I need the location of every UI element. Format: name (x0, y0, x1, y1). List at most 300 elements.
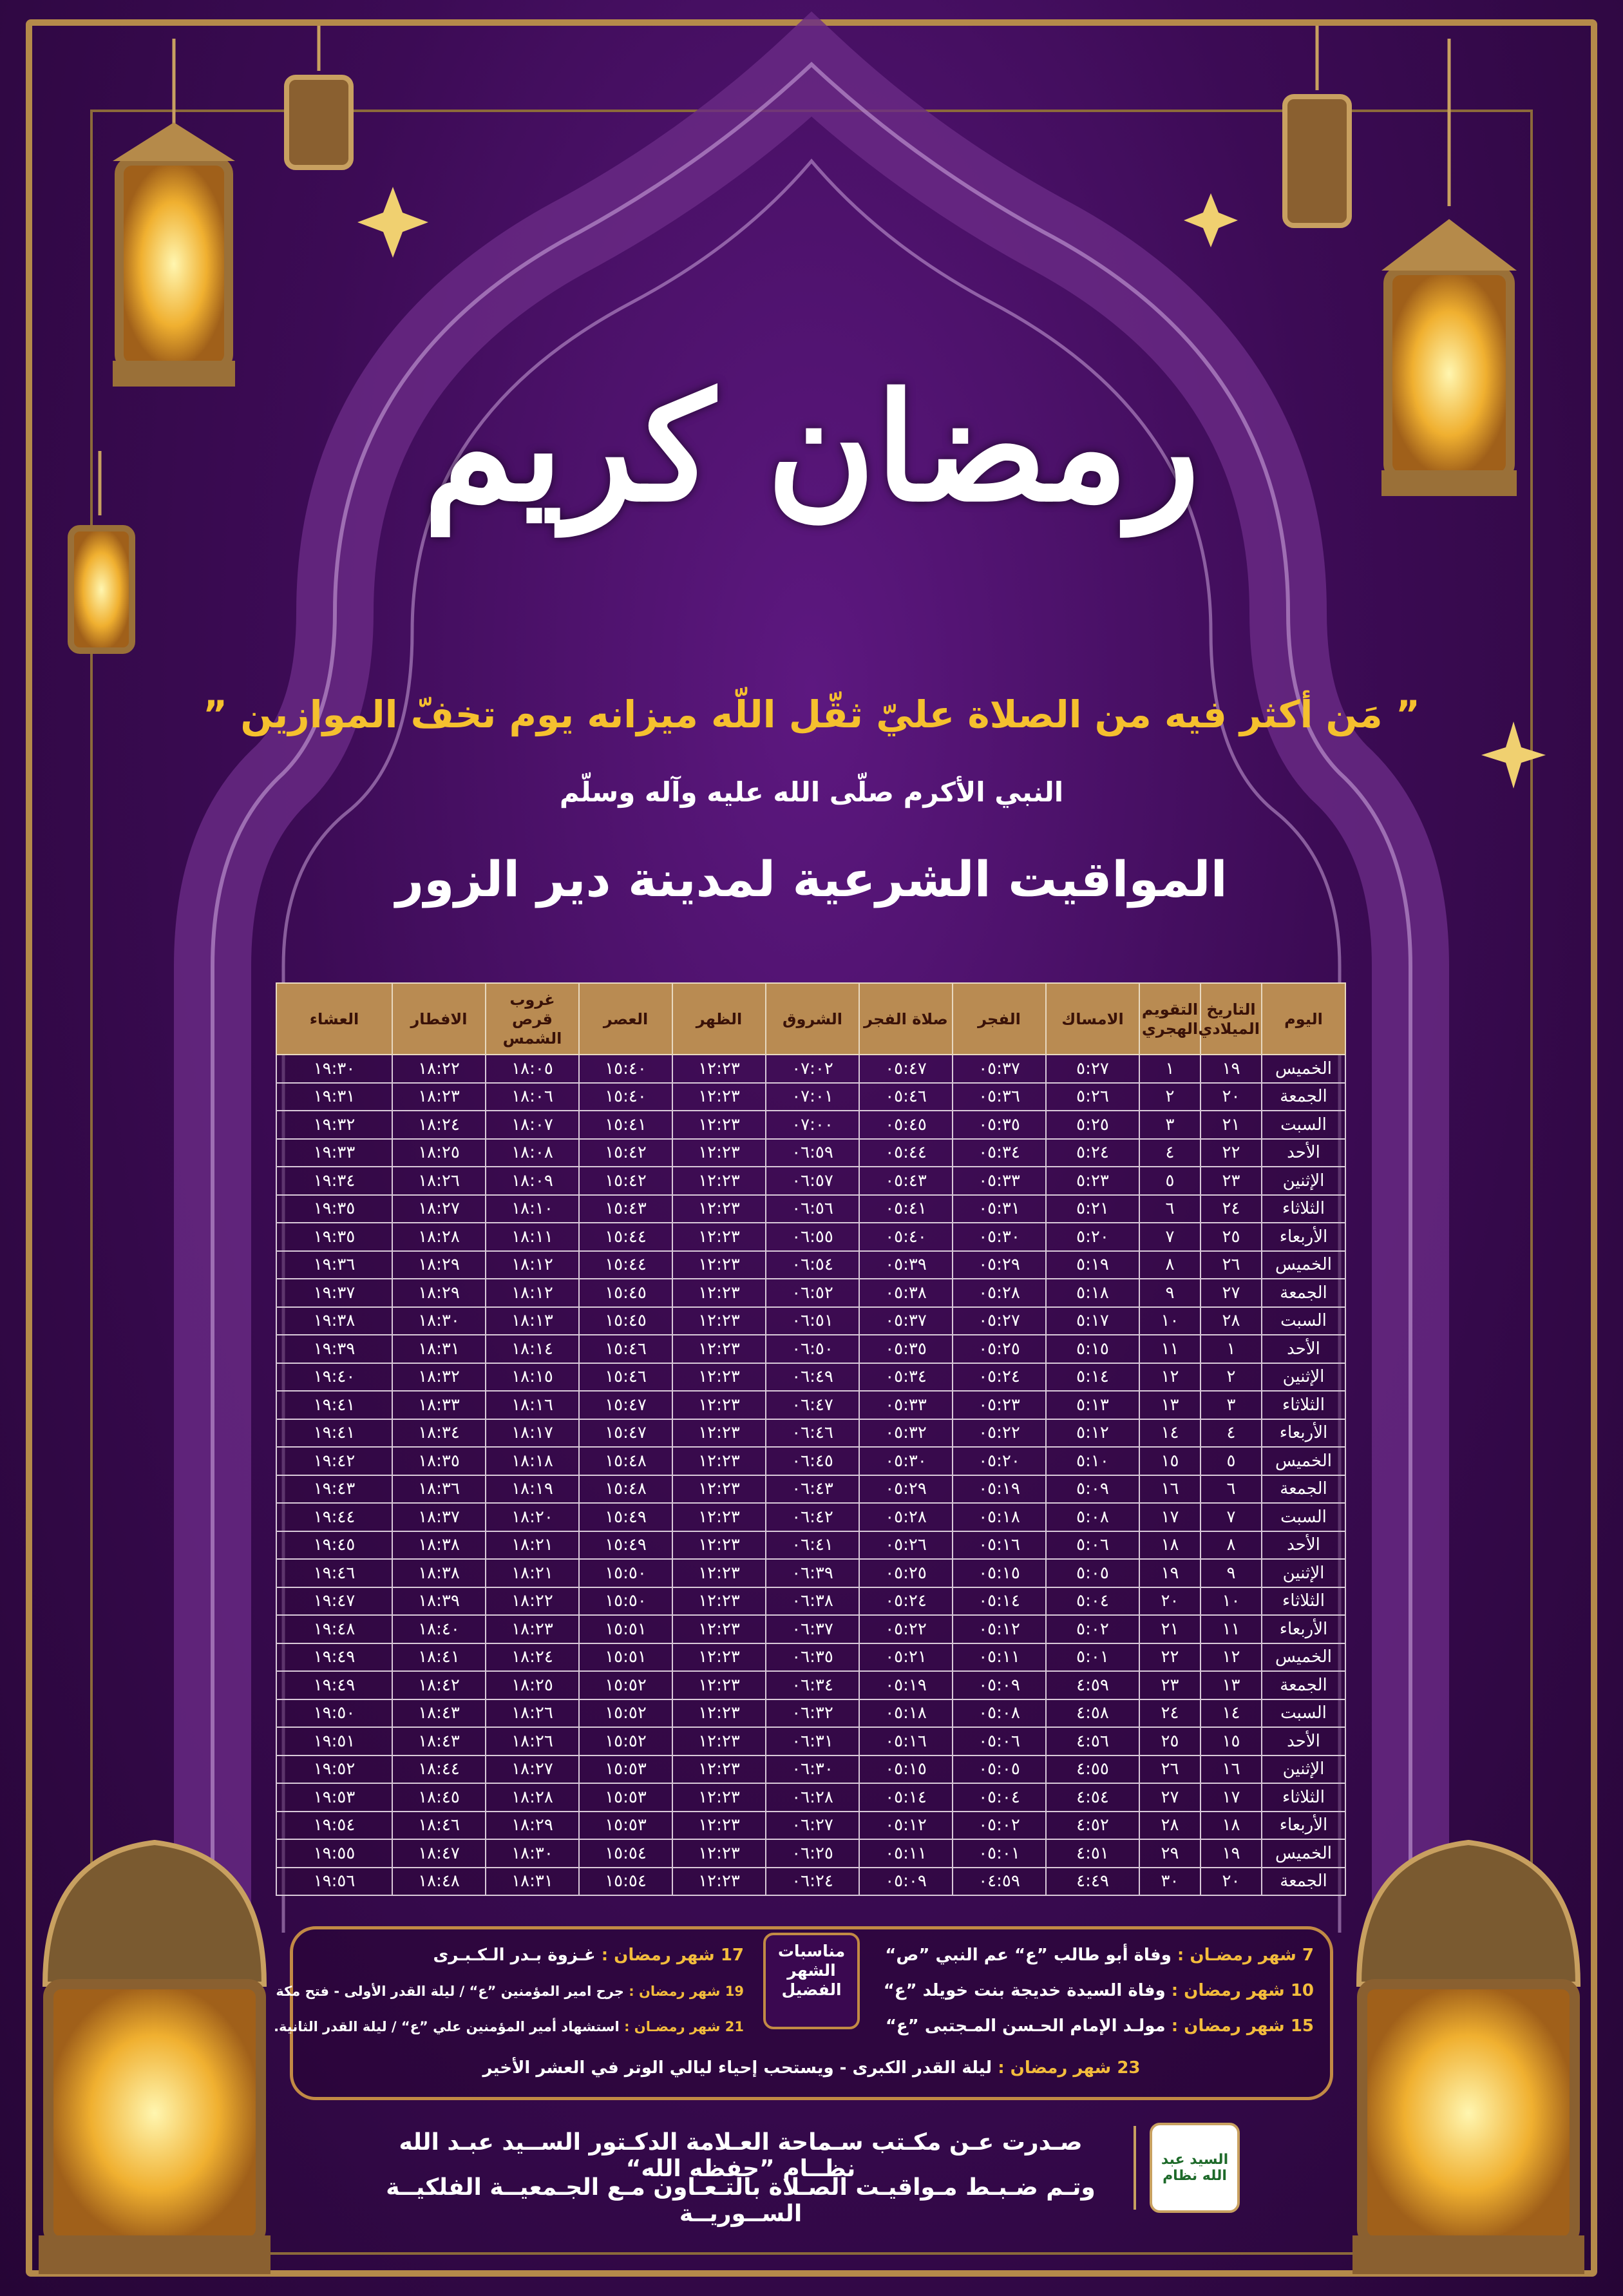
cell-fajr-prayer: ٠٥:٣٨ (859, 1279, 953, 1307)
cell-dhuhr: ١٢:٢٣ (672, 1335, 766, 1363)
cell-sunrise: ٠٦:٣٧ (766, 1615, 859, 1643)
cell-fajr: ٠٥:٣٠ (953, 1223, 1046, 1251)
cell-iftar: ١٨:٢٨ (392, 1223, 486, 1251)
cell-fajr-prayer: ٠٥:٠٩ (859, 1868, 953, 1896)
cell-imsak: ٥:٢٣ (1046, 1167, 1139, 1195)
cell-sunset: ١٨:١٦ (486, 1391, 579, 1419)
cell-imsak: ٥:٠١ (1046, 1643, 1139, 1672)
cell-asr: ١٥:٤٢ (579, 1167, 672, 1195)
cell-imsak: ٥:٢٧ (1046, 1055, 1139, 1083)
cell-iftar: ١٨:٢٩ (392, 1251, 486, 1279)
cell-imsak: ٥:٢٥ (1046, 1111, 1139, 1139)
cell-fajr-prayer: ٠٥:٣٣ (859, 1391, 953, 1419)
cell-day: الأربعاء (1262, 1223, 1345, 1251)
cell-fajr-prayer: ٠٥:١٦ (859, 1727, 953, 1755)
cell-iftar: ١٨:٣٨ (392, 1559, 486, 1587)
cell-asr: ١٥:٤٥ (579, 1307, 672, 1335)
cell-isha: ١٩:٤٥ (276, 1531, 392, 1560)
cell-imsak: ٥:٠٦ (1046, 1531, 1139, 1560)
cell-dhuhr: ١٢:٢٣ (672, 1587, 766, 1616)
table-row (276, 1531, 1345, 1560)
cell-isha: ١٩:٣٠ (276, 1055, 392, 1083)
cell-gregorian: ٢٠ (1201, 1868, 1262, 1896)
cell-fajr-prayer: ٠٥:٢١ (859, 1643, 953, 1672)
cell-dhuhr: ١٢:٢٣ (672, 1363, 766, 1392)
cell-sunset: ١٨:٣١ (486, 1868, 579, 1896)
cell-fajr-prayer: ٠٥:٤٠ (859, 1223, 953, 1251)
cell-hijri: ١٧ (1139, 1503, 1201, 1531)
cell-hijri: ١٦ (1139, 1475, 1201, 1504)
cell-day: الأربعاء (1262, 1615, 1345, 1643)
cell-day: الأحد (1262, 1727, 1345, 1755)
cell-iftar: ١٨:٣٦ (392, 1475, 486, 1504)
cell-dhuhr: ١٢:٢٣ (672, 1839, 766, 1868)
cell-dhuhr: ١٢:٢٣ (672, 1391, 766, 1419)
cell-fajr-prayer: ٠٥:٢٢ (859, 1615, 953, 1643)
cell-gregorian: ٥ (1201, 1447, 1262, 1475)
cell-imsak: ٥:١٥ (1046, 1335, 1139, 1363)
cell-dhuhr: ١٢:٢٣ (672, 1755, 766, 1784)
cell-dhuhr: ١٢:٢٣ (672, 1783, 766, 1812)
cell-day: الثلاثاء (1262, 1391, 1345, 1419)
cell-sunrise: ٠٦:٤٢ (766, 1503, 859, 1531)
cell-asr: ١٥:٥٢ (579, 1727, 672, 1755)
cell-isha: ١٩:٥٥ (276, 1839, 392, 1868)
cell-iftar: ١٨:٤٣ (392, 1727, 486, 1755)
cell-asr: ١٥:٤٩ (579, 1503, 672, 1531)
cell-iftar: ١٨:٤٧ (392, 1839, 486, 1868)
cell-fajr: ٠٥:٣٥ (953, 1111, 1046, 1139)
cell-isha: ١٩:٥٤ (276, 1812, 392, 1840)
cell-sunrise: ٠٧:٠٢ (766, 1055, 859, 1083)
cell-dhuhr: ١٢:٢٣ (672, 1475, 766, 1504)
cell-imsak: ٥:١٧ (1046, 1307, 1139, 1335)
cell-hijri: ١٥ (1139, 1447, 1201, 1475)
cell-gregorian: ٨ (1201, 1531, 1262, 1560)
cell-imsak: ٥:١٤ (1046, 1363, 1139, 1392)
cell-fajr-prayer: ٠٥:٣٠ (859, 1447, 953, 1475)
cell-isha: ١٩:٥١ (276, 1727, 392, 1755)
cell-sunset: ١٨:٠٧ (486, 1111, 579, 1139)
cell-day: الجمعة (1262, 1475, 1345, 1504)
cell-imsak: ٥:١٣ (1046, 1391, 1139, 1419)
cell-day: الثلاثاء (1262, 1783, 1345, 1812)
cell-iftar: ١٨:٤٦ (392, 1812, 486, 1840)
cell-sunset: ١٨:١٢ (486, 1279, 579, 1307)
cell-gregorian: ١٠ (1201, 1587, 1262, 1616)
cell-fajr: ٠٥:١٦ (953, 1531, 1046, 1560)
cell-day: الإثنين (1262, 1167, 1345, 1195)
cell-fajr: ٠٥:٢٠ (953, 1447, 1046, 1475)
cell-sunrise: ٠٦:٢٨ (766, 1783, 859, 1812)
col-header-asr: العصر (579, 983, 672, 1055)
cell-dhuhr: ١٢:٢٣ (672, 1111, 766, 1139)
cell-iftar: ١٨:٤٤ (392, 1755, 486, 1784)
event-date: 10 شهر رمضان : (1171, 1981, 1314, 2000)
cell-iftar: ١٨:٢٣ (392, 1083, 486, 1111)
cell-fajr-prayer: ٠٥:١٤ (859, 1783, 953, 1812)
cell-dhuhr: ١٢:٢٣ (672, 1699, 766, 1728)
cell-asr: ١٥:٥٢ (579, 1671, 672, 1699)
cell-sunset: ١٨:١٢ (486, 1251, 579, 1279)
event-item (886, 2016, 1314, 2036)
cell-dhuhr: ١٢:٢٣ (672, 1503, 766, 1531)
cell-isha: ١٩:٤٩ (276, 1671, 392, 1699)
cell-hijri: ١٠ (1139, 1307, 1201, 1335)
cell-sunrise: ٠٧:٠١ (766, 1083, 859, 1111)
cell-day: الأربعاء (1262, 1419, 1345, 1448)
cell-gregorian: ٢٤ (1201, 1195, 1262, 1223)
cell-sunset: ١٨:٠٦ (486, 1083, 579, 1111)
cell-hijri: ٨ (1139, 1251, 1201, 1279)
cell-dhuhr: ١٢:٢٣ (672, 1643, 766, 1672)
cell-sunrise: ٠٦:٥١ (766, 1307, 859, 1335)
cell-gregorian: ٢٦ (1201, 1251, 1262, 1279)
cell-fajr-prayer: ٠٥:٢٩ (859, 1475, 953, 1504)
event-text: وفاة السيدة خديجة بنت خويلد ”ع“ (883, 1981, 1172, 2000)
cell-isha: ١٩:٥٣ (276, 1783, 392, 1812)
cell-sunset: ١٨:٢٤ (486, 1643, 579, 1672)
cell-dhuhr: ١٢:٢٣ (672, 1419, 766, 1448)
cell-asr: ١٥:٤٨ (579, 1475, 672, 1504)
cell-hijri: ١٢ (1139, 1363, 1201, 1392)
cell-sunrise: ٠٦:٤١ (766, 1531, 859, 1560)
cell-isha: ١٩:٣٢ (276, 1111, 392, 1139)
cell-isha: ١٩:٤٩ (276, 1643, 392, 1672)
col-header-isha: العشاء (276, 983, 392, 1055)
cell-iftar: ١٨:٢٤ (392, 1111, 486, 1139)
cell-sunrise: ٠٦:٤٦ (766, 1419, 859, 1448)
cell-day: الأحد (1262, 1139, 1345, 1167)
cell-isha: ١٩:٤١ (276, 1391, 392, 1419)
footer-line-1: صـدرت عـن مكـتب سـماحة العـلامة الدكـتور الســيد عبـد الله نظــام ”حفظه الله“ (399, 2129, 1083, 2182)
cell-dhuhr: ١٢:٢٣ (672, 1727, 766, 1755)
event-text: جرح امير المؤمنين ”ع“ / ليلة القدر الأولى - فتح مكة (276, 1984, 629, 1999)
cell-sunrise: ٠٦:٥٠ (766, 1335, 859, 1363)
cell-asr: ١٥:٤٦ (579, 1335, 672, 1363)
cell-hijri: ٢٤ (1139, 1699, 1201, 1728)
cell-iftar: ١٨:٤٥ (392, 1783, 486, 1812)
cell-asr: ١٥:٤٤ (579, 1223, 672, 1251)
cell-sunrise: ٠٦:٥٢ (766, 1279, 859, 1307)
cell-dhuhr: ١٢:٢٣ (672, 1615, 766, 1643)
cell-isha: ١٩:٤١ (276, 1419, 392, 1448)
cell-asr: ١٥:٤٧ (579, 1391, 672, 1419)
table-row (276, 1699, 1345, 1728)
cell-day: الخميس (1262, 1447, 1345, 1475)
cell-sunset: ١٨:٣٠ (486, 1839, 579, 1868)
cell-sunset: ١٨:٠٩ (486, 1167, 579, 1195)
cell-dhuhr: ١٢:٢٣ (672, 1279, 766, 1307)
event-item (276, 1984, 744, 1999)
cell-dhuhr: ١٢:٢٣ (672, 1559, 766, 1587)
cell-imsak: ٥:٠٩ (1046, 1475, 1139, 1504)
event-date: 17 شهر رمضان : (601, 1946, 744, 1965)
cell-asr: ١٥:٥٣ (579, 1812, 672, 1840)
cell-dhuhr: ١٢:٢٣ (672, 1307, 766, 1335)
cell-dhuhr: ١٢:٢٣ (672, 1167, 766, 1195)
table-row (276, 1307, 1345, 1335)
table-row (276, 1419, 1345, 1448)
cell-iftar: ١٨:٣٨ (392, 1531, 486, 1560)
cell-sunrise: ٠٧:٠٠ (766, 1111, 859, 1139)
cell-day: الخميس (1262, 1055, 1345, 1083)
cell-isha: ١٩:٣٤ (276, 1167, 392, 1195)
col-header-imsak: الامساك (1046, 983, 1139, 1055)
cell-asr: ١٥:٥٢ (579, 1699, 672, 1728)
cell-fajr: ٠٥:٠٦ (953, 1727, 1046, 1755)
cell-fajr: ٠٥:٢٣ (953, 1391, 1046, 1419)
cell-fajr-prayer: ٠٥:٤٤ (859, 1139, 953, 1167)
cell-gregorian: ٢٠ (1201, 1083, 1262, 1111)
cell-asr: ١٥:٤٣ (579, 1195, 672, 1223)
cell-fajr-prayer: ٠٥:٤٦ (859, 1083, 953, 1111)
event-date: 15 شهر رمضان : (1171, 2016, 1314, 2036)
cell-dhuhr: ١٢:٢٣ (672, 1671, 766, 1699)
cell-sunset: ١٨:٢٢ (486, 1587, 579, 1616)
cell-day: الجمعة (1262, 1279, 1345, 1307)
cell-day: الجمعة (1262, 1868, 1345, 1896)
event-item (274, 2019, 744, 2034)
cell-iftar: ١٨:٣٠ (392, 1307, 486, 1335)
cell-fajr: ٠٥:٠٩ (953, 1671, 1046, 1699)
cell-sunset: ١٨:٢٦ (486, 1699, 579, 1728)
cell-sunrise: ٠٦:٣١ (766, 1727, 859, 1755)
cell-hijri: ١٣ (1139, 1391, 1201, 1419)
cell-dhuhr: ١٢:٢٣ (672, 1055, 766, 1083)
cell-sunset: ١٨:٠٥ (486, 1055, 579, 1083)
cell-day: الأحد (1262, 1531, 1345, 1560)
cell-fajr: ٠٥:١١ (953, 1643, 1046, 1672)
cell-fajr: ٠٥:٠٨ (953, 1699, 1046, 1728)
cell-sunset: ١٨:٢١ (486, 1559, 579, 1587)
cell-day: الإثنين (1262, 1755, 1345, 1784)
cell-sunrise: ٠٦:٤٣ (766, 1475, 859, 1504)
event-item (433, 1946, 745, 1965)
cell-sunset: ١٨:١٩ (486, 1475, 579, 1504)
cell-fajr: ٠٥:١٨ (953, 1503, 1046, 1531)
cell-isha: ١٩:٥٢ (276, 1755, 392, 1784)
cell-gregorian: ٤ (1201, 1419, 1262, 1448)
cell-fajr: ٠٥:٠٢ (953, 1812, 1046, 1840)
col-header-iftar: الافطار (392, 983, 486, 1055)
table-row (276, 1167, 1345, 1195)
cell-sunset: ١٨:١٠ (486, 1195, 579, 1223)
cell-gregorian: ١٩ (1201, 1055, 1262, 1083)
event-date: 23 شهر رمضان : (998, 2058, 1141, 2078)
cell-hijri: ٥ (1139, 1167, 1201, 1195)
cell-sunset: ١٨:٢٠ (486, 1503, 579, 1531)
table-row (276, 1783, 1345, 1812)
table-row (276, 1223, 1345, 1251)
cell-asr: ١٥:٤٥ (579, 1279, 672, 1307)
cell-fajr-prayer: ٠٥:٣٥ (859, 1335, 953, 1363)
cell-asr: ١٥:٥١ (579, 1643, 672, 1672)
cell-iftar: ١٨:٤٨ (392, 1868, 486, 1896)
cell-imsak: ٤:٥٢ (1046, 1812, 1139, 1840)
cell-hijri: ٦ (1139, 1195, 1201, 1223)
cell-fajr-prayer: ٠٥:٢٤ (859, 1587, 953, 1616)
cell-iftar: ١٨:٢٩ (392, 1279, 486, 1307)
cell-imsak: ٥:٢٤ (1046, 1139, 1139, 1167)
cell-imsak: ٤:٤٩ (1046, 1868, 1139, 1896)
cell-fajr: ٠٤:٥٩ (953, 1868, 1046, 1896)
cell-dhuhr: ١٢:٢٣ (672, 1251, 766, 1279)
footer-line-2: وتـم ضـبـط مـواقيـت الصـلاة بالتـعـاون مـع الجـمعيــة الفلكيــة الســوريــة (386, 2174, 1096, 2227)
cell-imsak: ٥:٢٦ (1046, 1083, 1139, 1111)
cell-imsak: ٤:٥٥ (1046, 1755, 1139, 1784)
cell-sunset: ١٨:١١ (486, 1223, 579, 1251)
cell-imsak: ٥:١٠ (1046, 1447, 1139, 1475)
cell-fajr: ٠٥:٠٤ (953, 1783, 1046, 1812)
cell-dhuhr: ١٢:٢٣ (672, 1447, 766, 1475)
cell-gregorian: ١٨ (1201, 1812, 1262, 1840)
cell-isha: ١٩:٣٦ (276, 1251, 392, 1279)
table-row (276, 1251, 1345, 1279)
cell-hijri: ١٤ (1139, 1419, 1201, 1448)
cell-asr: ١٥:٥١ (579, 1615, 672, 1643)
cell-isha: ١٩:٣٧ (276, 1279, 392, 1307)
cell-sunset: ١٨:١٧ (486, 1419, 579, 1448)
cell-imsak: ٤:٥٨ (1046, 1699, 1139, 1728)
cell-sunrise: ٠٦:٥٦ (766, 1195, 859, 1223)
table-row (276, 1755, 1345, 1784)
cell-asr: ١٥:٤٨ (579, 1447, 672, 1475)
cell-sunrise: ٠٦:٣٥ (766, 1643, 859, 1672)
cell-fajr: ٠٥:٣٧ (953, 1055, 1046, 1083)
hadith-quote: ” مَن أكثر فيه من الصلاة عليّ ثقّل اللّه ميزانه يوم تخفّ الموازين ” (203, 693, 1420, 736)
cell-fajr: ٠٥:١٥ (953, 1559, 1046, 1587)
event-item (884, 1981, 1314, 2000)
event-text: وفاة أبو طالب ”ع“ عم النبي ”ص“ (885, 1946, 1177, 1965)
cell-dhuhr: ١٢:٢٣ (672, 1812, 766, 1840)
cell-iftar: ١٨:٢٦ (392, 1167, 486, 1195)
cell-sunrise: ٠٦:٣٩ (766, 1559, 859, 1587)
cell-fajr: ٠٥:٢٩ (953, 1251, 1046, 1279)
cell-imsak: ٥:١٢ (1046, 1419, 1139, 1448)
office-logo: السيد عبد الله نظام (1150, 2123, 1240, 2213)
table-header-row (276, 983, 1345, 1055)
event-date: 19 شهر رمضان : (629, 1984, 744, 1999)
cell-sunrise: ٠٦:٢٧ (766, 1812, 859, 1840)
table-row (276, 1279, 1345, 1307)
cell-hijri: ١ (1139, 1055, 1201, 1083)
table-row (276, 1559, 1345, 1587)
cell-iftar: ١٨:٢٧ (392, 1195, 486, 1223)
cell-sunrise: ٠٦:٤٩ (766, 1363, 859, 1392)
cell-fajr: ٠٥:٠٥ (953, 1755, 1046, 1784)
cell-sunrise: ٠٦:٥٤ (766, 1251, 859, 1279)
cell-asr: ١٥:٤٠ (579, 1055, 672, 1083)
cell-gregorian: ١٥ (1201, 1727, 1262, 1755)
cell-iftar: ١٨:٣٥ (392, 1447, 486, 1475)
cell-sunset: ١٨:٢٩ (486, 1812, 579, 1840)
cell-fajr-prayer: ٠٥:٣٩ (859, 1251, 953, 1279)
cell-hijri: ٢٥ (1139, 1727, 1201, 1755)
table-row (276, 1727, 1345, 1755)
cell-hijri: ٣٠ (1139, 1868, 1201, 1896)
cell-iftar: ١٨:٣٤ (392, 1419, 486, 1448)
prayer-times-table (276, 982, 1346, 1896)
cell-isha: ١٩:٤٧ (276, 1587, 392, 1616)
cell-fajr: ٠٥:١٩ (953, 1475, 1046, 1504)
cell-dhuhr: ١٢:٢٣ (672, 1195, 766, 1223)
cell-sunset: ١٨:٠٨ (486, 1139, 579, 1167)
cell-dhuhr: ١٢:٢٣ (672, 1083, 766, 1111)
cell-asr: ١٥:٥٠ (579, 1559, 672, 1587)
cell-asr: ١٥:٤٠ (579, 1083, 672, 1111)
cell-imsak: ٥:١٨ (1046, 1279, 1139, 1307)
cell-hijri: ٤ (1139, 1139, 1201, 1167)
cell-gregorian: ٢٣ (1201, 1167, 1262, 1195)
cell-asr: ١٥:٤٧ (579, 1419, 672, 1448)
cell-day: الجمعة (1262, 1671, 1345, 1699)
cell-fajr-prayer: ٠٥:٤٣ (859, 1167, 953, 1195)
cell-hijri: ٢٣ (1139, 1671, 1201, 1699)
cell-dhuhr: ١٢:٢٣ (672, 1223, 766, 1251)
cell-day: السبت (1262, 1503, 1345, 1531)
cell-fajr-prayer: ٠٥:٣٢ (859, 1419, 953, 1448)
cell-fajr-prayer: ٠٥:١٢ (859, 1812, 953, 1840)
cell-gregorian: ٢٧ (1201, 1279, 1262, 1307)
ramadan-kareem-calligraphy: رمضان كريم (422, 361, 1201, 535)
cell-imsak: ٥:٠٢ (1046, 1615, 1139, 1643)
cell-sunrise: ٠٦:٤٥ (766, 1447, 859, 1475)
cell-hijri: ٢٢ (1139, 1643, 1201, 1672)
cell-imsak: ٥:٠٨ (1046, 1503, 1139, 1531)
cell-fajr: ٠٥:٢٥ (953, 1335, 1046, 1363)
page-title: المواقيت الشرعية لمدينة دير الزور (395, 850, 1228, 908)
cell-asr: ١٥:٤١ (579, 1111, 672, 1139)
cell-fajr: ٠٥:٣٦ (953, 1083, 1046, 1111)
cell-day: الثلاثاء (1262, 1587, 1345, 1616)
cell-sunrise: ٠٦:٣٠ (766, 1755, 859, 1784)
cell-fajr-prayer: ٠٥:٣٤ (859, 1363, 953, 1392)
cell-iftar: ١٨:٤٠ (392, 1615, 486, 1643)
event-text: استشهاد أمير المؤمنين علي ”ع“ / ليلة القدر الثانية. (274, 2019, 625, 2034)
cell-iftar: ١٨:٣١ (392, 1335, 486, 1363)
cell-asr: ١٥:٥٠ (579, 1587, 672, 1616)
cell-imsak: ٤:٥١ (1046, 1839, 1139, 1868)
cell-isha: ١٩:٣٥ (276, 1195, 392, 1223)
cell-gregorian: ٣ (1201, 1391, 1262, 1419)
cell-isha: ١٩:٣٥ (276, 1223, 392, 1251)
cell-imsak: ٥:١٩ (1046, 1251, 1139, 1279)
event-text: ليلة القدر الكبرى - ويستحب إحياء ليالي الوتر في العشر الأخير (482, 2058, 998, 2078)
cell-sunrise: ٠٦:٣٤ (766, 1671, 859, 1699)
cell-fajr: ٠٥:٢٤ (953, 1363, 1046, 1392)
cell-asr: ١٥:٤٩ (579, 1531, 672, 1560)
cell-sunset: ١٨:٢٧ (486, 1755, 579, 1784)
cell-day: السبت (1262, 1307, 1345, 1335)
cell-isha: ١٩:٣١ (276, 1083, 392, 1111)
table-row (276, 1139, 1345, 1167)
cell-day: الأحد (1262, 1335, 1345, 1363)
cell-sunset: ١٨:٢٣ (486, 1615, 579, 1643)
cell-sunset: ١٨:٢٦ (486, 1727, 579, 1755)
cell-sunrise: ٠٦:٤٧ (766, 1391, 859, 1419)
cell-isha: ١٩:٤٤ (276, 1503, 392, 1531)
cell-gregorian: ٢ (1201, 1363, 1262, 1392)
cell-asr: ١٥:٥٣ (579, 1783, 672, 1812)
cell-fajr: ٠٥:١٤ (953, 1587, 1046, 1616)
event-text: مولـد الإمام الحـسن المـجتبى ”ع“ (885, 2016, 1172, 2036)
cell-iftar: ١٨:٢٢ (392, 1055, 486, 1083)
event-text: غـزوة بـدر الـكـبـرى (433, 1946, 602, 1965)
cell-asr: ١٥:٤٦ (579, 1363, 672, 1392)
cell-gregorian: ٦ (1201, 1475, 1262, 1504)
cell-hijri: ٢ (1139, 1083, 1201, 1111)
